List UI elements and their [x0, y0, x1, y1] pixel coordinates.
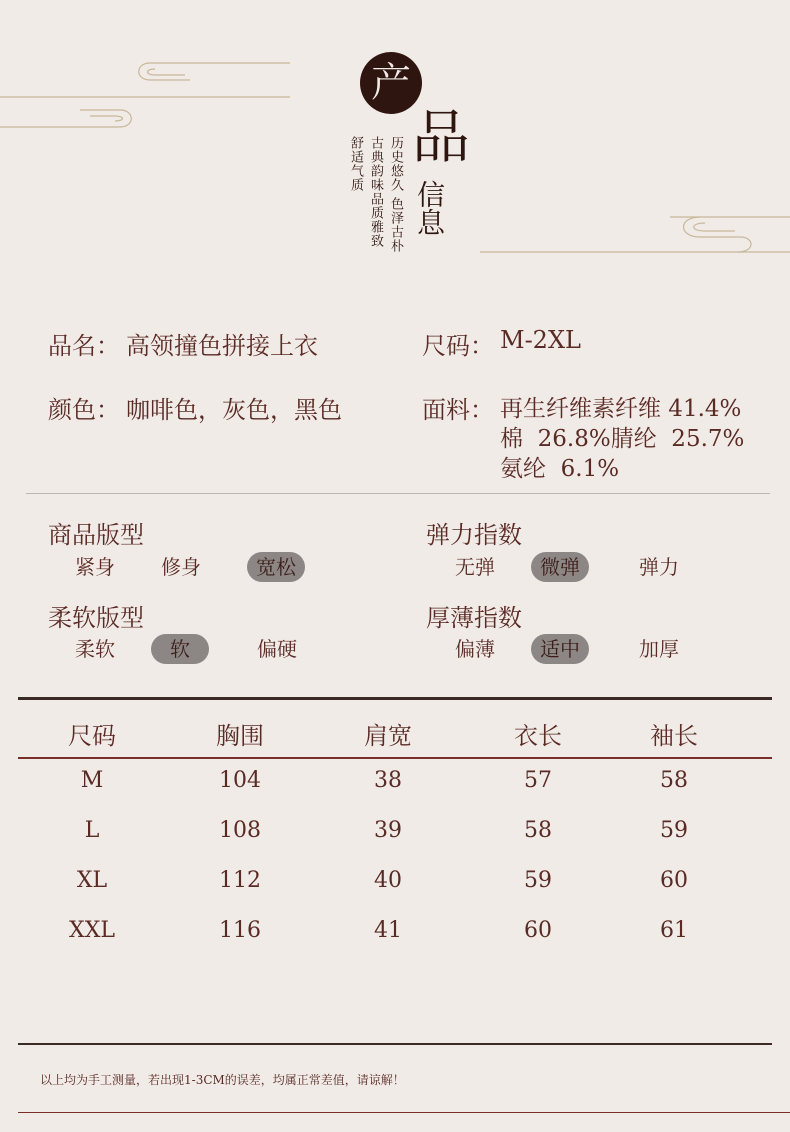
attr-elastic-title: 弹力指数: [426, 521, 522, 549]
table-cell: 104: [219, 768, 261, 793]
table-cell: 58: [524, 818, 552, 843]
attr-fit-title: 商品版型: [48, 521, 144, 549]
title-small-text: 信息: [413, 180, 446, 236]
attr-soft-option-3: 偏硬: [257, 637, 297, 661]
cloud-decoration-right: [480, 205, 790, 265]
name-value: 高领撞色拼接上衣: [126, 332, 318, 360]
attr-fit-option-1: 紧身: [75, 555, 115, 579]
table-header-length: 衣长: [514, 722, 562, 750]
table-cell: 41: [374, 918, 402, 943]
attr-elastic-option-3: 弹力: [639, 555, 679, 579]
table-header-chest: 胸围: [216, 722, 264, 750]
color-value: 咖啡色，灰色，黑色: [126, 396, 342, 424]
table-cell: XL: [76, 868, 108, 893]
header-vertical-line-1: 历史悠久 色泽古朴: [388, 136, 403, 254]
divider: [26, 493, 770, 494]
attr-thickness-title: 厚薄指数: [426, 604, 522, 632]
title-big-char: 品: [412, 103, 471, 171]
attr-soft-option-1: 柔软: [75, 637, 115, 661]
table-cell: 38: [374, 768, 402, 793]
table-cell: 39: [374, 818, 402, 843]
table-header-sleeve: 袖长: [650, 722, 698, 750]
attr-soft-title: 柔软版型: [48, 604, 144, 632]
fabric-line-3: 氨纶 6.1%: [500, 456, 620, 482]
attr-soft-option-selected: 软: [151, 634, 209, 664]
attr-fit-option-2: 修身: [161, 555, 201, 579]
name-label: 品名：: [48, 332, 120, 360]
header-vertical-line-3: 舒适气质: [348, 136, 363, 192]
table-cell: 57: [524, 768, 552, 793]
attr-thickness-option-3: 加厚: [639, 637, 679, 661]
fabric-line-2: 棉 26.8%腈纶 25.7%: [500, 426, 745, 452]
table-cell: 112: [219, 868, 261, 893]
table-bottom-line: [18, 1043, 772, 1045]
attr-thickness-option-selected: 适中: [531, 634, 589, 664]
measurement-note: 以上均为手工测量，若出现1-3CM的误差，均属正常差值，请谅解！: [40, 1073, 405, 1087]
table-cell: 61: [660, 918, 688, 943]
table-header-line: [18, 757, 772, 759]
size-label: 尺码：: [422, 332, 494, 360]
table-cell: 40: [374, 868, 402, 893]
cloud-decoration-left: [0, 55, 300, 135]
table-cell: XXL: [69, 918, 115, 943]
footer-line: [18, 1112, 790, 1113]
fabric-label: 面料：: [422, 396, 494, 424]
table-cell: 108: [219, 818, 261, 843]
attr-elastic-option-1: 无弹: [455, 555, 495, 579]
title-circle-char: 产: [360, 52, 422, 114]
fabric-line-1: 再生纤维素纤维 41.4%: [500, 396, 742, 422]
attr-elastic-option-selected: 微弹: [531, 552, 589, 582]
attr-thickness-option-1: 偏薄: [455, 637, 495, 661]
table-cell: 58: [660, 768, 688, 793]
attr-fit-option-selected: 宽松: [247, 552, 305, 582]
size-value: M-2XL: [500, 326, 581, 354]
table-cell: 60: [524, 918, 552, 943]
table-top-line: [18, 697, 772, 700]
table-cell: 59: [524, 868, 552, 893]
table-header-size: 尺码: [68, 722, 116, 750]
table-cell: 59: [660, 818, 688, 843]
table-cell: 116: [219, 918, 261, 943]
header-vertical-line-2: 古典韵味品质雅致: [368, 136, 383, 248]
table-cell: M: [80, 768, 104, 793]
table-header-shoulder: 肩宽: [364, 722, 412, 750]
table-cell: 60: [660, 868, 688, 893]
table-cell: L: [84, 818, 100, 843]
color-label: 颜色：: [48, 396, 120, 424]
